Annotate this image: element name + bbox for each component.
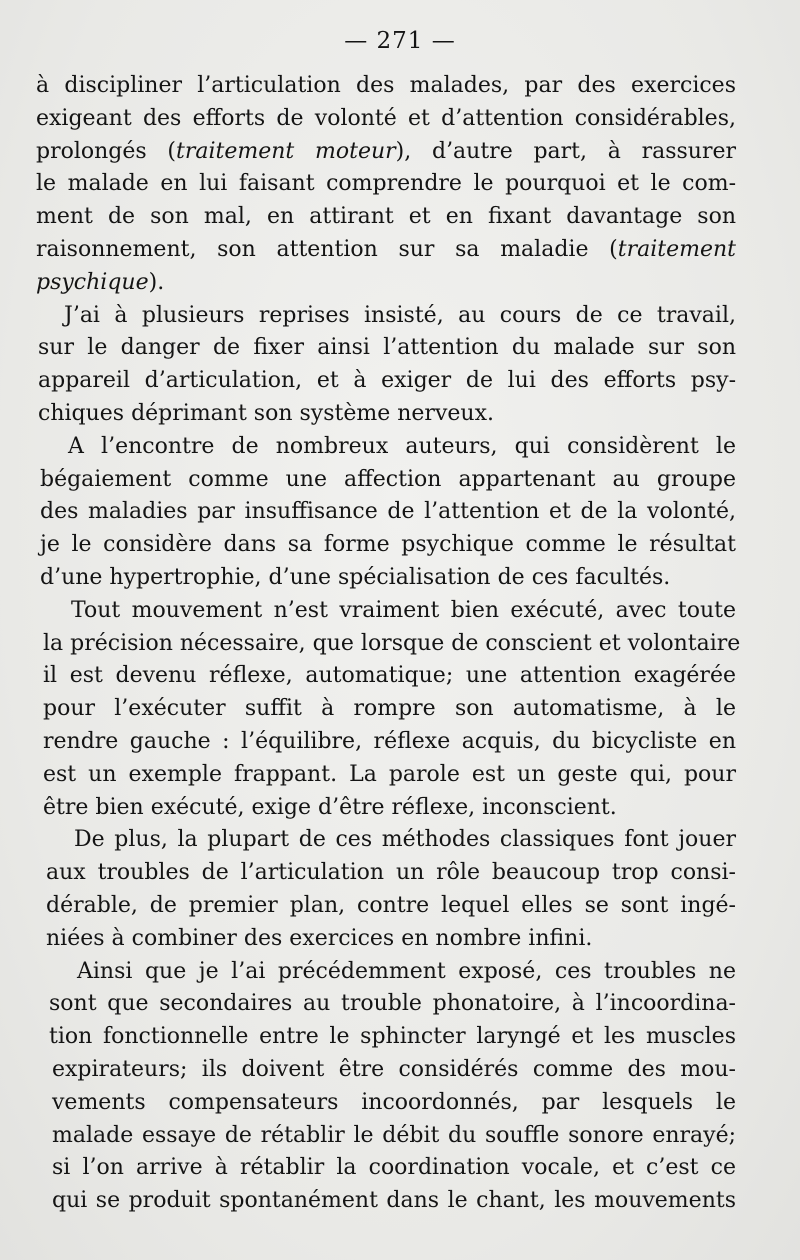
text-line: Tout mouvement n’est vraiment bien exécuté, avec toute <box>71 597 736 623</box>
text-line: être bien exécuté, exige d’être réflexe, inconscient. <box>43 794 617 820</box>
text-line: De plus, la plupart de ces méthodes classiques font jouer <box>74 827 736 853</box>
text-line: tion fonctionnelle entre le sphincter laryngé et les muscles <box>49 1024 736 1050</box>
text-segment: ). <box>148 269 165 295</box>
text-line: A l’encontre de nombreux auteurs, qui considèrent le <box>68 433 736 459</box>
text-line: niées à combiner des exercices en nombre infini. <box>46 925 593 951</box>
italic-term: traitement <box>617 236 736 262</box>
text-line: ment de son mal, en attirant et en fixant davantage son <box>36 204 736 230</box>
text-line: la précision nécessaire, que lorsque de conscient et volontaire <box>43 630 741 656</box>
text-line: appareil d’articulation, et à exiger de lui des efforts psy- <box>38 368 736 394</box>
text-line <box>36 136 736 169</box>
text-line: il est devenu réflexe, automatique; une attention exagérée <box>43 663 736 689</box>
text-line: si l’on arrive à rétablir la coordination vocale, et c’est ce <box>52 1155 736 1181</box>
text-line: aux troubles de l’articulation un rôle beaucoup trop consi- <box>46 860 736 886</box>
text-line: dérable, de premier plan, contre lequel elles se sont ingé- <box>46 892 736 918</box>
text-line: à discipliner l’articulation des malades, par des exercices <box>36 73 736 98</box>
text-line: chiques déprimant son système nerveux. <box>38 400 494 426</box>
text-line: Ainsi que je l’ai précédemment exposé, ces troubles ne <box>77 958 736 984</box>
text-line: pour l’exécuter suffit à rompre son automatisme, à le <box>43 696 736 722</box>
body-text <box>36 70 741 1218</box>
text-line: des maladies par insuffisance de l’attention et de la volonté, <box>40 499 736 525</box>
text-segment: raisonnement, son attention sur sa maladie ( <box>36 236 618 262</box>
text-line: J’ai à plusieurs reprises insisté, au cours de ce travail, <box>64 302 736 328</box>
text-line: expirateurs; ils doivent être considérés comme des mou- <box>52 1056 736 1082</box>
text-segment: ), d’autre part, à rassurer <box>395 138 737 164</box>
text-line <box>36 267 736 300</box>
text-line: rendre gauche : l’équilibre, réflexe acquis, du bicycliste en <box>43 728 736 754</box>
text-line: sur le danger de fixer ainsi l’attention du malade sur son <box>38 335 736 361</box>
text-line: exigeant des efforts de volonté et d’attention considérables, <box>36 105 736 131</box>
text-line: malade essaye de rétablir le débit du souffle sonore enrayé; <box>52 1122 736 1148</box>
text-line: sont que secondaires au trouble phonatoire, à l’incoordina- <box>49 991 736 1017</box>
page-number: — 271 — <box>344 28 456 54</box>
italic-term: psychique <box>36 269 149 295</box>
text-line: bégaiement comme une affection appartenant au groupe <box>40 466 736 492</box>
text-line: je le considère dans sa forme psychique comme le résultat <box>40 532 736 558</box>
text-line: qui se produit spontanément dans le chant, les mouvements <box>52 1188 736 1214</box>
italic-term: traitement moteur <box>176 138 396 164</box>
text-segment: prolongés ( <box>36 138 177 164</box>
text-line: vements compensateurs incoordonnés, par lesquels le <box>52 1089 736 1115</box>
text-line: d’une hypertrophie, d’une spécialisation de ces facultés. <box>40 564 671 590</box>
text-line: le malade en lui faisant comprendre le pourquoi et le com- <box>36 171 736 197</box>
text-line <box>36 234 736 267</box>
text-line: est un exemple frappant. La parole est un geste qui, pour <box>43 761 736 787</box>
